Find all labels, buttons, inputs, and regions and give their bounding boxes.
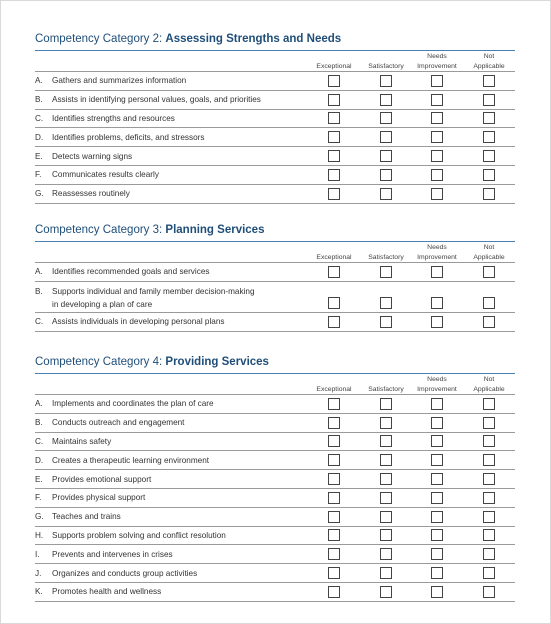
item-text: Assists in identifying personal values, goals, and priorities [52,95,261,105]
item-letter: B. [35,95,43,105]
column-header: Satisfactory [368,62,404,70]
column-header: Not Applicable [473,244,505,261]
rating-checkbox[interactable] [483,435,495,447]
item-letter: E. [35,474,43,484]
competency-row [35,147,515,166]
rating-checkbox[interactable] [328,316,340,328]
item-letter: C. [35,436,44,446]
item-letter: K. [35,587,43,597]
rating-checkbox[interactable] [380,567,392,579]
item-text: Teaches and trains [52,512,121,522]
item-text: Maintains safety [52,436,112,446]
rating-checkbox[interactable] [483,492,495,504]
item-letter: A. [35,399,43,409]
item-list [35,71,515,204]
item-text: Identifies recommended goals and services [52,267,210,277]
rating-checkbox[interactable] [380,75,392,87]
rating-checkbox[interactable] [328,150,340,162]
rating-header [35,242,515,262]
competency-row [35,282,515,313]
rating-checkbox[interactable] [380,511,392,523]
rating-checkbox[interactable] [328,511,340,523]
item-letter: H. [35,530,44,540]
rating-checkbox[interactable] [431,529,443,541]
item-text: Provides physical support [52,493,146,503]
rating-checkbox[interactable] [431,150,443,162]
rating-checkbox[interactable] [431,567,443,579]
rating-checkbox[interactable] [483,131,495,143]
item-text: Conducts outreach and engagement [52,418,185,428]
rating-checkbox[interactable] [380,548,392,560]
rating-checkbox[interactable] [483,188,495,200]
section-title [35,354,515,370]
rating-checkbox[interactable] [431,112,443,124]
rating-checkbox[interactable] [431,586,443,598]
rating-checkbox[interactable] [328,529,340,541]
rating-checkbox[interactable] [380,435,392,447]
rating-checkbox[interactable] [328,112,340,124]
competency-row [35,545,515,564]
competency-row [35,414,515,433]
item-list [35,394,515,602]
column-header: Satisfactory [368,253,404,261]
rating-checkbox[interactable] [431,297,443,309]
item-list [35,262,515,332]
rating-checkbox[interactable] [483,112,495,124]
item-letter: A. [35,76,43,86]
item-text: Reassesses routinely [52,189,130,199]
rating-checkbox[interactable] [431,417,443,429]
rating-checkbox[interactable] [483,75,495,87]
rating-checkbox[interactable] [431,131,443,143]
item-text: Promotes health and wellness [52,587,162,597]
column-header: Needs Improvement [417,244,457,261]
rating-checkbox[interactable] [380,417,392,429]
rating-checkbox[interactable] [328,435,340,447]
item-text: Gathers and summarizes information [52,76,187,86]
rating-checkbox[interactable] [380,398,392,410]
competency-section-4 [35,354,515,602]
item-letter: F. [35,493,42,503]
section-title-name: Providing Services [165,356,269,368]
section-title [35,222,515,238]
section-title-prefix: Competency Category 3: [35,224,166,236]
competency-row [35,185,515,204]
item-letter: G. [35,512,44,522]
rating-checkbox[interactable] [328,454,340,466]
competency-row [35,451,515,470]
item-text: Communicates results clearly [52,170,159,180]
competency-row [35,128,515,147]
rating-checkbox[interactable] [328,398,340,410]
item-text: Assists individuals in developing personal plans [52,317,225,327]
competency-row [35,433,515,452]
column-header: Exceptional [316,385,352,393]
competency-section-2 [35,31,515,204]
item-letter: I. [35,549,40,559]
rating-checkbox[interactable] [431,188,443,200]
item-letter: F. [35,170,42,180]
item-text: Creates a therapeutic learning environment [52,455,210,465]
rating-checkbox[interactable] [328,548,340,560]
competency-row [35,508,515,527]
rating-checkbox[interactable] [431,548,443,560]
rating-checkbox[interactable] [483,454,495,466]
rating-checkbox[interactable] [380,316,392,328]
rating-checkbox[interactable] [380,131,392,143]
competency-section-3 [35,222,515,332]
competency-row [35,91,515,110]
section-title-name: Assessing Strengths and Needs [165,33,342,45]
competency-row [35,263,515,282]
section-title [35,31,515,47]
rating-checkbox[interactable] [431,316,443,328]
rating-checkbox[interactable] [431,473,443,485]
item-letter: A. [35,267,43,277]
rating-checkbox[interactable] [431,454,443,466]
rating-checkbox[interactable] [380,529,392,541]
rating-checkbox[interactable] [431,492,443,504]
item-letter: D. [35,132,44,142]
rating-checkbox[interactable] [380,492,392,504]
competency-row [35,166,515,185]
competency-row [35,72,515,91]
rating-checkbox[interactable] [431,75,443,87]
rating-checkbox[interactable] [483,529,495,541]
item-letter: B. [35,286,43,296]
rating-checkbox[interactable] [483,94,495,106]
rating-checkbox[interactable] [328,473,340,485]
rating-checkbox[interactable] [483,150,495,162]
rating-checkbox[interactable] [328,492,340,504]
item-letter: B. [35,418,43,428]
rating-checkbox[interactable] [483,266,495,278]
rating-checkbox[interactable] [328,131,340,143]
item-letter: C. [35,317,44,327]
competency-row [35,583,515,602]
rating-header [35,374,515,394]
item-text: Identifies problems, deficits, and stressors [52,132,205,142]
rating-checkbox[interactable] [483,316,495,328]
section-title-prefix: Competency Category 2: [35,33,166,45]
item-text: Detects warning signs [52,151,133,161]
column-header: Exceptional [316,62,352,70]
column-header: Exceptional [316,253,352,261]
competency-row [35,564,515,583]
rating-checkbox[interactable] [328,586,340,598]
rating-checkbox[interactable] [328,266,340,278]
rating-checkbox[interactable] [380,454,392,466]
rating-checkbox[interactable] [431,435,443,447]
competency-row [35,110,515,129]
column-header: Not Applicable [473,53,505,70]
rating-checkbox[interactable] [483,511,495,523]
rating-checkbox[interactable] [483,548,495,560]
rating-checkbox[interactable] [483,297,495,309]
item-letter: J. [35,568,42,578]
rating-checkbox[interactable] [328,567,340,579]
rating-checkbox[interactable] [431,266,443,278]
rating-checkbox[interactable] [483,417,495,429]
rating-checkbox[interactable] [431,94,443,106]
rating-checkbox[interactable] [328,417,340,429]
section-title-name: Planning Services [165,224,265,236]
item-text: Organizes and conducts group activities [52,568,198,578]
item-letter: E. [35,151,43,161]
rating-checkbox[interactable] [380,297,392,309]
rating-checkbox[interactable] [483,398,495,410]
rating-checkbox[interactable] [431,398,443,410]
column-header: Needs Improvement [417,53,457,70]
column-header: Not Applicable [473,376,505,393]
rating-checkbox[interactable] [380,188,392,200]
item-text: Identifies strengths and resources [52,113,175,123]
rating-checkbox[interactable] [328,75,340,87]
rating-checkbox[interactable] [380,112,392,124]
rating-checkbox[interactable] [431,169,443,181]
rating-checkbox[interactable] [380,150,392,162]
column-header: Satisfactory [368,385,404,393]
rating-checkbox[interactable] [431,511,443,523]
item-text: Implements and coordinates the plan of care [52,399,214,409]
rating-checkbox[interactable] [328,94,340,106]
item-letter: G. [35,189,44,199]
competency-row [35,527,515,546]
competency-row [35,489,515,508]
rating-checkbox[interactable] [483,567,495,579]
item-text: Supports problem solving and conflict resolution [52,530,226,540]
rating-checkbox[interactable] [483,169,495,181]
competency-row [35,313,515,332]
rating-checkbox[interactable] [380,266,392,278]
rating-checkbox[interactable] [380,586,392,598]
rating-checkbox[interactable] [380,94,392,106]
rating-header [35,51,515,71]
section-title-prefix: Competency Category 4: [35,356,166,368]
rating-checkbox[interactable] [483,473,495,485]
competency-row [35,395,515,414]
item-text: Prevents and intervenes in crises [52,549,173,559]
item-letter: C. [35,113,44,123]
rating-checkbox[interactable] [328,169,340,181]
item-letter: D. [35,455,44,465]
item-text: Supports individual and family member decision-making in developing a plan of care [52,286,255,309]
column-header: Needs Improvement [417,376,457,393]
rating-checkbox[interactable] [380,473,392,485]
item-text: Provides emotional support [52,474,152,484]
rating-checkbox[interactable] [380,169,392,181]
rating-checkbox[interactable] [328,188,340,200]
rating-checkbox[interactable] [328,297,340,309]
rating-checkbox[interactable] [483,586,495,598]
competency-row [35,470,515,489]
